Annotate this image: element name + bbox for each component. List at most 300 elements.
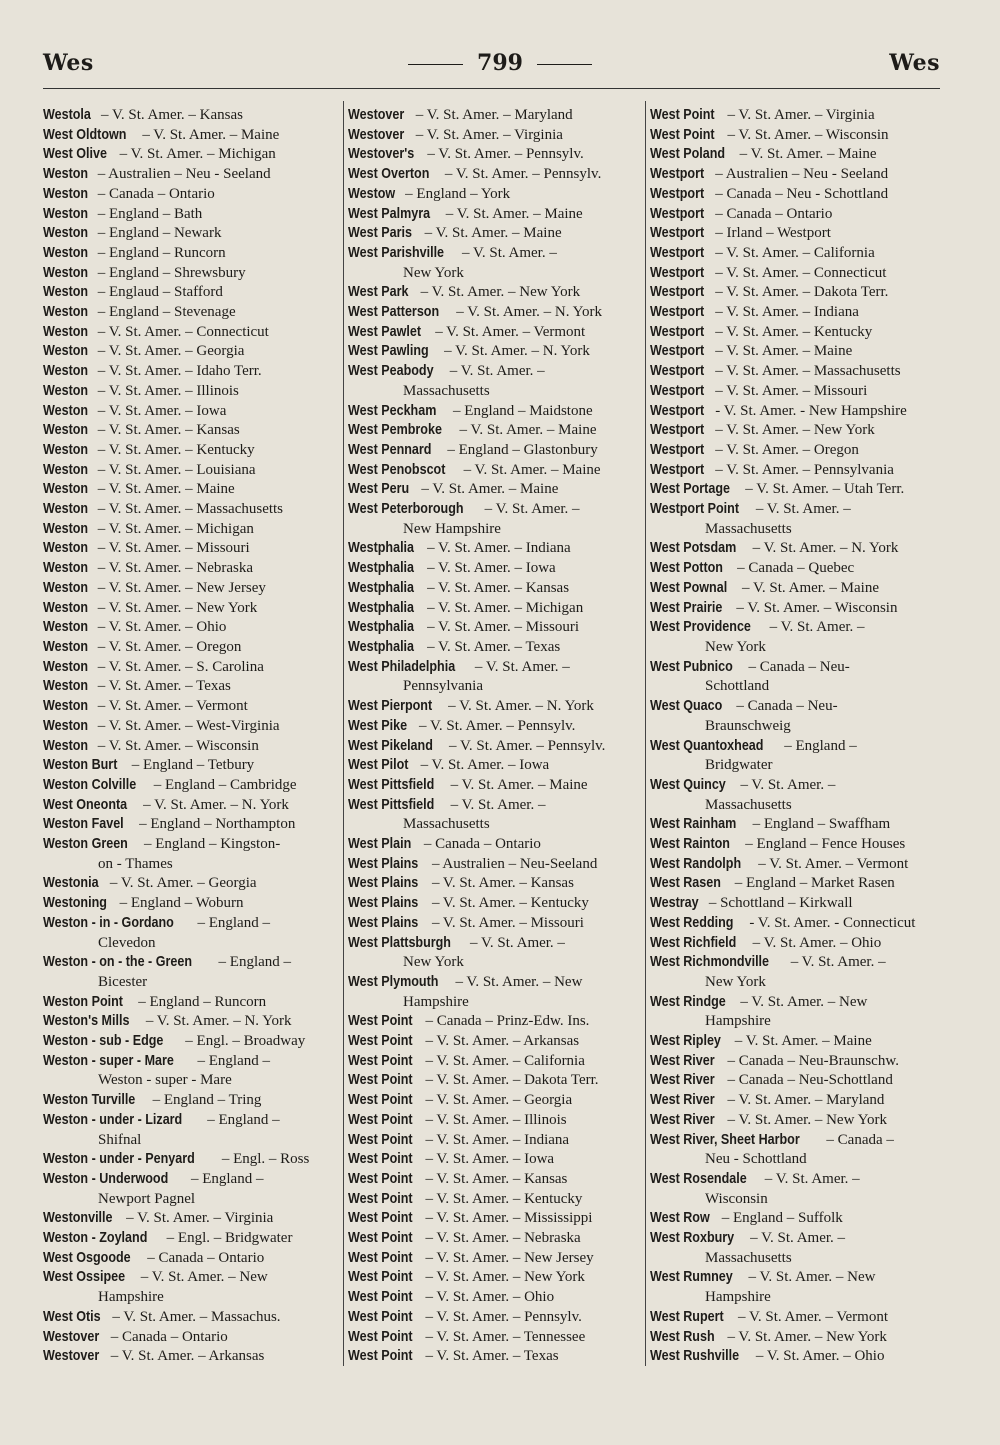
- gazetteer-entry: [650, 737, 942, 776]
- place-location: – V. St. Amer. – Vermont: [431, 323, 586, 340]
- place-location: - V. St. Amer. - New Hampshire: [711, 402, 907, 419]
- place-name: West Portage: [650, 481, 730, 498]
- place-location: – V. St. Amer. – Wisconsin: [723, 126, 889, 143]
- place-name: West Ossipee: [43, 1269, 126, 1286]
- place-name: Weston - in - Gordano: [43, 914, 174, 931]
- gazetteer-entry: [43, 677, 339, 697]
- gazetteer-entry: [650, 165, 942, 185]
- gazetteer-entry: [650, 224, 942, 244]
- place-name: Weston Point: [43, 993, 123, 1010]
- place-name: West Potton: [650, 560, 723, 577]
- place-name: West Parishville: [348, 244, 445, 261]
- place-name: West Point: [348, 1151, 413, 1168]
- place-name: Weston: [43, 717, 89, 734]
- gazetteer-entry: [348, 480, 644, 500]
- place-location: – V. St. Amer. – Utah Terr.: [741, 481, 905, 498]
- place-name: Westphalia: [348, 540, 415, 557]
- place-name: Westow: [348, 185, 396, 202]
- gazetteer-entry: [348, 145, 644, 165]
- gazetteer-entry: [348, 874, 644, 894]
- place-location: – England – Newark: [93, 225, 222, 242]
- place-location: – V. St. Amer. – Texas: [423, 638, 561, 655]
- gazetteer-entry: [650, 1209, 942, 1229]
- gazetteer-entry: [348, 1288, 644, 1308]
- gazetteer-entry: [650, 1131, 942, 1170]
- place-name: Weston: [43, 579, 89, 596]
- place-location: – V. St. Amer. – Maine: [459, 461, 601, 478]
- gazetteer-entry: [650, 342, 942, 362]
- gazetteer-entry: [348, 914, 644, 934]
- gazetteer-entry: [650, 145, 942, 165]
- place-name: Weston Favel: [43, 816, 124, 833]
- place-location: – V. St. Amer. –: [752, 501, 851, 518]
- gazetteer-entry: [348, 618, 644, 638]
- gazetteer-entry: [650, 126, 942, 146]
- place-location: – V. St. Amer. – Maine: [138, 126, 280, 143]
- place-name: Westport: [650, 402, 705, 419]
- place-name: West River: [650, 1092, 715, 1109]
- gazetteer-entry: [348, 579, 644, 599]
- place-name: West Point: [348, 1190, 413, 1207]
- gazetteer-entry: [650, 362, 942, 382]
- place-location: – V. St. Amer. –: [466, 934, 565, 951]
- gazetteer-entry: [650, 835, 942, 855]
- place-location: – V. St. Amer. – Maine: [711, 343, 853, 360]
- column-divider: [645, 101, 646, 1366]
- gazetteer-entry: [348, 1150, 644, 1170]
- place-location: – V. St. Amer. – N. York: [452, 304, 603, 321]
- place-name: West Philadelphia: [348, 658, 456, 675]
- place-location: – Canada –: [822, 1131, 894, 1148]
- place-name: West Park: [348, 284, 409, 301]
- place-location: – V. St. Amer. – Kansas: [428, 875, 574, 892]
- place-location: – V. St. Amer. – Kansas: [421, 1170, 568, 1187]
- place-name: Westphalia: [348, 560, 415, 577]
- column-divider: [343, 101, 344, 1366]
- place-location: – Schottland – Kirkwall: [705, 895, 853, 912]
- place-location: – V. St. Amer. –: [446, 796, 546, 813]
- place-name: Westover: [348, 107, 405, 123]
- place-name: West Point: [348, 1072, 413, 1089]
- gazetteer-entry: [43, 638, 339, 658]
- place-name: West River: [650, 1072, 715, 1089]
- place-location: – V. St. Amer. – Maine: [446, 776, 588, 793]
- place-location-continued: Massachusetts: [705, 796, 792, 813]
- gazetteer-entry: [43, 205, 339, 225]
- place-location-continued: Hampshire: [705, 1289, 771, 1306]
- gazetteer-entry: [650, 1032, 942, 1052]
- place-name: Weston - on - the - Green: [43, 954, 192, 971]
- header-rule: [43, 88, 940, 89]
- place-location: – V. St. Amer. – Maine: [455, 422, 597, 439]
- place-location: – England – Glastonbury: [443, 441, 598, 458]
- place-location: – V. St. Amer. – Wisconsin: [732, 599, 898, 616]
- place-name: West Pennard: [348, 441, 432, 458]
- place-location: – V. St. Amer. – Vermont: [93, 698, 248, 715]
- place-location: – V. St. Amer. – Missouri: [423, 619, 580, 636]
- place-name: West Richfield: [650, 934, 737, 951]
- place-location: – Englaud – Stafford: [93, 284, 223, 301]
- place-location: – V. St. Amer. – Michigan: [423, 599, 584, 616]
- place-name: Westover's: [348, 146, 415, 163]
- place-name: West Point: [348, 1092, 413, 1109]
- place-name: Weston: [43, 501, 89, 518]
- place-name: West Point: [348, 1033, 413, 1050]
- place-name: Westola: [43, 107, 91, 123]
- place-location: – V. St. Amer. – N. York: [444, 698, 594, 715]
- gazetteer-entry: [348, 283, 644, 303]
- gazetteer-entry: [348, 342, 644, 362]
- gazetteer-entry: [43, 1091, 339, 1111]
- gazetteer-entry: [43, 303, 339, 323]
- place-location-continued: Hampshire: [403, 993, 469, 1010]
- place-location: – V. St. Amer. – New: [137, 1269, 268, 1286]
- place-name: Westphalia: [348, 619, 415, 636]
- place-location: – V. St. Amer. – Texas: [421, 1348, 559, 1365]
- place-name: West Palmyra: [348, 205, 431, 222]
- gazetteer-entry: [43, 1249, 339, 1269]
- place-location: – England –: [214, 954, 292, 971]
- place-location-continued: Massachusetts: [705, 1249, 792, 1266]
- gazetteer-entry: [348, 224, 644, 244]
- place-location: – V. St. Amer. – Kentucky: [711, 323, 873, 340]
- place-location: – V. St. Amer. – Virginia: [411, 126, 563, 143]
- gazetteer-entry: [43, 1012, 339, 1032]
- place-name: West Point: [348, 1249, 413, 1266]
- gazetteer-entry: [348, 638, 644, 658]
- place-name: Weston Turville: [43, 1092, 136, 1109]
- gazetteer-entry: [43, 1052, 339, 1091]
- gazetteer-entry: [348, 1190, 644, 1210]
- place-name: West Overton: [348, 166, 430, 183]
- place-name: Weston: [43, 520, 89, 537]
- place-name: Westover: [348, 126, 405, 143]
- place-name: Weston - super - Mare: [43, 1052, 174, 1069]
- place-name: Westphalia: [348, 638, 415, 655]
- place-name: Weston: [43, 619, 89, 636]
- place-location: – V. St. Amer. – Maryland: [411, 107, 573, 123]
- gazetteer-entry: [650, 205, 942, 225]
- place-location: – V. St. Amer. – Maine: [738, 579, 880, 596]
- place-location: – V. St. Amer. – Dakota Terr.: [421, 1072, 599, 1089]
- place-name: West Quaco: [650, 698, 723, 715]
- place-location: – Canada – Ontario: [93, 185, 215, 202]
- gazetteer-entry: [348, 599, 644, 619]
- place-location: – V. St. Amer. – California: [421, 1052, 585, 1069]
- gazetteer-entry: [348, 126, 644, 146]
- place-name: Westport: [650, 225, 705, 242]
- place-name: West Point: [348, 1170, 413, 1187]
- place-location: – V. St. Amer. – Pennsylv.: [441, 166, 602, 183]
- entry-column-1: [43, 106, 339, 1367]
- place-location: – England – Shrewsbury: [93, 264, 246, 281]
- place-location: – V. St. Amer. – Ohio: [421, 1289, 555, 1306]
- place-location-continued: New York: [705, 638, 766, 655]
- place-location: – England – Tetbury: [128, 757, 255, 774]
- gazetteer-entry: [43, 441, 339, 461]
- place-name: Westray: [650, 895, 699, 912]
- place-name: West Peabody: [348, 363, 434, 380]
- gazetteer-entry: [348, 1249, 644, 1269]
- place-name: Weston: [43, 540, 89, 557]
- place-name: West Point: [348, 1328, 413, 1345]
- place-location: – V. St. Amer. –: [458, 244, 557, 261]
- gazetteer-entry: [348, 421, 644, 441]
- place-location: – V. St. Amer. – Ohio: [752, 1348, 885, 1365]
- gazetteer-entry: [43, 835, 339, 874]
- gazetteer-entry: [43, 1268, 339, 1307]
- gazetteer-entry: [650, 1229, 942, 1268]
- gazetteer-entry: [348, 1012, 644, 1032]
- place-name: Weston: [43, 698, 89, 715]
- gazetteer-entry: [348, 559, 644, 579]
- gazetteer-entry: [348, 362, 644, 401]
- place-name: West Pawlet: [348, 323, 422, 340]
- gazetteer-entry: [43, 815, 339, 835]
- entry-column-2: [348, 106, 644, 1367]
- place-location: – V. St. Amer. – Maine: [417, 481, 559, 498]
- place-location: – V. St. Amer. – Oregon: [711, 441, 859, 458]
- place-name: West Prairie: [650, 599, 723, 616]
- gazetteer-entry: [348, 1071, 644, 1091]
- place-name: West Plains: [348, 895, 419, 912]
- place-location: – V. St. Amer. – Arkansas: [421, 1033, 580, 1050]
- place-name: West Rushville: [650, 1348, 740, 1365]
- place-location: – V. St. Amer. – Michigan: [115, 146, 276, 163]
- place-location: – V. St. Amer. – Georgia: [421, 1092, 573, 1109]
- place-name: Westonville: [43, 1210, 113, 1227]
- place-name: Weston: [43, 284, 89, 301]
- place-name: Westport: [650, 166, 705, 183]
- place-location-continued: New York: [705, 973, 766, 990]
- place-location: – V. St. Amer. – Missouri: [93, 540, 250, 557]
- place-name: Weston: [43, 244, 89, 261]
- place-location: – V. St. Amer. – Maine: [442, 205, 583, 222]
- gazetteer-entry: [650, 323, 942, 343]
- place-name: West Point: [348, 1269, 413, 1286]
- place-name: Westport: [650, 382, 705, 399]
- place-name: West Plymouth: [348, 973, 439, 990]
- place-location: – V. St. Amer. –: [471, 658, 570, 675]
- running-head-left: Wes: [43, 50, 94, 76]
- place-location: – V. St. Amer. – New: [744, 1269, 876, 1286]
- place-location: – Canada – Neu-Schottland: [723, 1072, 893, 1089]
- gazetteer-entry: [43, 993, 339, 1013]
- place-name: Weston - under - Penyard: [43, 1151, 195, 1168]
- gazetteer-entry: [43, 264, 339, 284]
- place-name: West Oneonta: [43, 796, 128, 813]
- place-location: – V. St. Amer. – Illinois: [93, 382, 239, 399]
- place-location: – V. St. Amer. –: [786, 954, 886, 971]
- place-location: – England – Northampton: [135, 816, 296, 833]
- gazetteer-entry: [650, 1328, 942, 1348]
- gazetteer-entry: [348, 1131, 644, 1151]
- place-name: West Rosendale: [650, 1170, 747, 1187]
- place-location: – England – Swaffham: [748, 816, 891, 833]
- gazetteer-entry: [348, 835, 644, 855]
- place-name: Westover: [43, 1328, 100, 1345]
- gazetteer-entry: [650, 244, 942, 264]
- gazetteer-entry: [348, 1347, 644, 1367]
- gazetteer-entry: [650, 1170, 942, 1209]
- gazetteer-entry: [348, 796, 644, 835]
- place-location: – V. St. Amer. – Georgia: [106, 875, 257, 892]
- place-location: – England – Bath: [93, 205, 203, 222]
- gazetteer-entry: [348, 894, 644, 914]
- gazetteer-entry: [348, 1328, 644, 1348]
- place-name: West Point: [348, 1131, 413, 1148]
- place-location: – V. St. Amer. – Kansas: [93, 422, 240, 439]
- place-location: – V. St. Amer. – Nebraska: [421, 1230, 581, 1247]
- gazetteer-entry: [650, 1111, 942, 1131]
- gazetteer-entry: [43, 1170, 339, 1209]
- place-location: – England – Runcorn: [93, 244, 226, 261]
- place-name: Westport: [650, 422, 705, 439]
- place-location: – V. St. Amer. – Massachusetts: [711, 363, 901, 380]
- place-name: West Poland: [650, 146, 726, 163]
- gazetteer-entry: [650, 934, 942, 954]
- gazetteer-entry: [650, 185, 942, 205]
- place-name: West Pikeland: [348, 737, 433, 754]
- gazetteer-entry: [43, 126, 339, 146]
- gazetteer-entry: [650, 559, 942, 579]
- place-location: – England – Kingston-: [140, 836, 281, 853]
- gazetteer-entry: [43, 1328, 339, 1348]
- place-location: – V. St. Amer. – New: [451, 973, 583, 990]
- place-location: – V. St. Amer. – Idaho Terr.: [93, 363, 262, 380]
- gazetteer-entry: [650, 461, 942, 481]
- place-name: West Redding: [650, 914, 734, 931]
- gazetteer-entry: [348, 737, 644, 757]
- place-name: Weston: [43, 481, 89, 498]
- gazetteer-entry: [43, 1150, 339, 1170]
- place-location: – V. St. Amer. – Maine: [735, 146, 877, 163]
- gazetteer-entry: [348, 303, 644, 323]
- place-name: West Providence: [650, 619, 751, 636]
- place-location: – Canada – Quebec: [733, 560, 855, 577]
- place-location-continued: New York: [403, 954, 464, 971]
- place-location: – V. St. Amer. – Michigan: [93, 520, 254, 537]
- gazetteer-entry: [348, 165, 644, 185]
- place-name: West River: [650, 1052, 715, 1069]
- place-name: Weston: [43, 461, 89, 478]
- gazetteer-entry: [348, 1170, 644, 1190]
- place-location: – V. St. Amer. –: [761, 1170, 860, 1187]
- place-name: Weston: [43, 304, 89, 321]
- place-location-continued: Braunschweig: [705, 717, 791, 734]
- place-location: – V. St. Amer. – Maine: [420, 225, 562, 242]
- place-name: West Pittsfield: [348, 796, 435, 813]
- place-name: West Rasen: [650, 875, 721, 892]
- gazetteer-entry: [650, 1308, 942, 1328]
- place-location: – V. St. Amer. – New York: [93, 599, 258, 616]
- place-name: West Randolph: [650, 855, 742, 872]
- gazetteer-entry: [650, 382, 942, 402]
- place-name: Weston Green: [43, 836, 128, 853]
- place-location-continued: New York: [403, 264, 464, 281]
- place-name: West Plains: [348, 914, 419, 931]
- gazetteer-entry: [650, 106, 942, 126]
- place-location: – V. St. Amer. – New Jersey: [421, 1249, 594, 1266]
- gazetteer-entry: [43, 894, 339, 914]
- place-name: Westphalia: [348, 599, 415, 616]
- place-location: – V. St. Amer. –: [746, 1230, 846, 1247]
- place-name: West Pilot: [348, 757, 409, 774]
- place-location: – V. St. Amer. – Missouri: [711, 382, 868, 399]
- place-name: West Pittsfield: [348, 776, 435, 793]
- place-location: – V. St. Amer. – Maine: [731, 1033, 872, 1050]
- place-name: Weston: [43, 658, 89, 675]
- place-name: Weston: [43, 363, 89, 380]
- place-location: – V. St. Amer. – Pennsylv.: [421, 1308, 582, 1325]
- place-location: – England – Runcorn: [134, 993, 267, 1010]
- gazetteer-entry: [43, 776, 339, 796]
- place-name: Weston - Underwood: [43, 1170, 169, 1187]
- gazetteer-entry: [43, 914, 339, 953]
- place-name: West Plattsburgh: [348, 934, 451, 951]
- place-location: – V. St. Amer. – Kansas: [97, 107, 243, 123]
- place-location: – V. St. Amer. – Kentucky: [428, 895, 589, 912]
- place-name: Weston: [43, 323, 89, 340]
- place-name: West Point: [348, 1308, 413, 1325]
- place-location: – V. St. Amer. – Pennsylvania: [711, 461, 894, 478]
- place-location: – V. St. Amer. – Pennsylv.: [415, 717, 576, 734]
- gazetteer-entry: [650, 1052, 942, 1072]
- gazetteer-entry: [650, 480, 942, 500]
- gazetteer-entry: [348, 1209, 644, 1229]
- place-name: West Rupert: [650, 1308, 724, 1325]
- place-location: – V. St. Amer. – Georgia: [93, 343, 245, 360]
- gazetteer-entry: [43, 1347, 339, 1367]
- place-location: – V. St. Amer. – Ohio: [93, 619, 227, 636]
- place-location: – V. St. Amer. – Connecticut: [93, 323, 269, 340]
- place-location: – V. St. Amer. – Indiana: [423, 540, 571, 557]
- place-location: – V. St. Amer. – California: [711, 244, 875, 261]
- gazetteer-entry: [650, 776, 942, 815]
- place-location: – England –: [193, 914, 270, 931]
- place-location: – Canada – Prinz-Edw. Ins.: [421, 1013, 590, 1030]
- gazetteer-entry: [43, 421, 339, 441]
- place-name: Westover: [43, 1348, 100, 1365]
- place-name: West Peru: [348, 481, 410, 498]
- place-name: Weston: [43, 678, 89, 695]
- gazetteer-entry: [650, 874, 942, 894]
- place-name: West Osgoode: [43, 1249, 131, 1266]
- place-name: West Paris: [348, 225, 412, 242]
- place-location: – V. St. Amer. – N. York: [139, 796, 289, 813]
- gazetteer-entry: [43, 1209, 339, 1229]
- gazetteer-entry: [348, 185, 644, 205]
- gazetteer-entry: [650, 658, 942, 697]
- place-location: – V. St. Amer. –: [765, 619, 865, 636]
- place-location: – V. St. Amer. –: [736, 776, 836, 793]
- gazetteer-entry: [348, 1229, 644, 1249]
- gazetteer-entry: [43, 185, 339, 205]
- gazetteer-entry: [43, 1308, 339, 1328]
- place-location: – England – Suffolk: [718, 1210, 843, 1227]
- gazetteer-entry: [650, 855, 942, 875]
- place-location: – V. St. Amer. – N. York: [748, 540, 899, 557]
- place-location: – Australien – Neu - Seeland: [711, 166, 889, 183]
- place-location: – V. St. Amer. – New Jersey: [93, 579, 266, 596]
- place-name: Weston: [43, 264, 89, 281]
- place-location: – V. St. Amer. – Massachus.: [108, 1308, 281, 1325]
- gazetteer-entry: [650, 815, 942, 835]
- gazetteer-entry: [650, 500, 942, 539]
- place-location: – Engl. – Ross: [218, 1151, 310, 1168]
- place-name: West Rindge: [650, 993, 726, 1010]
- place-name: West Quantoxhead: [650, 737, 764, 754]
